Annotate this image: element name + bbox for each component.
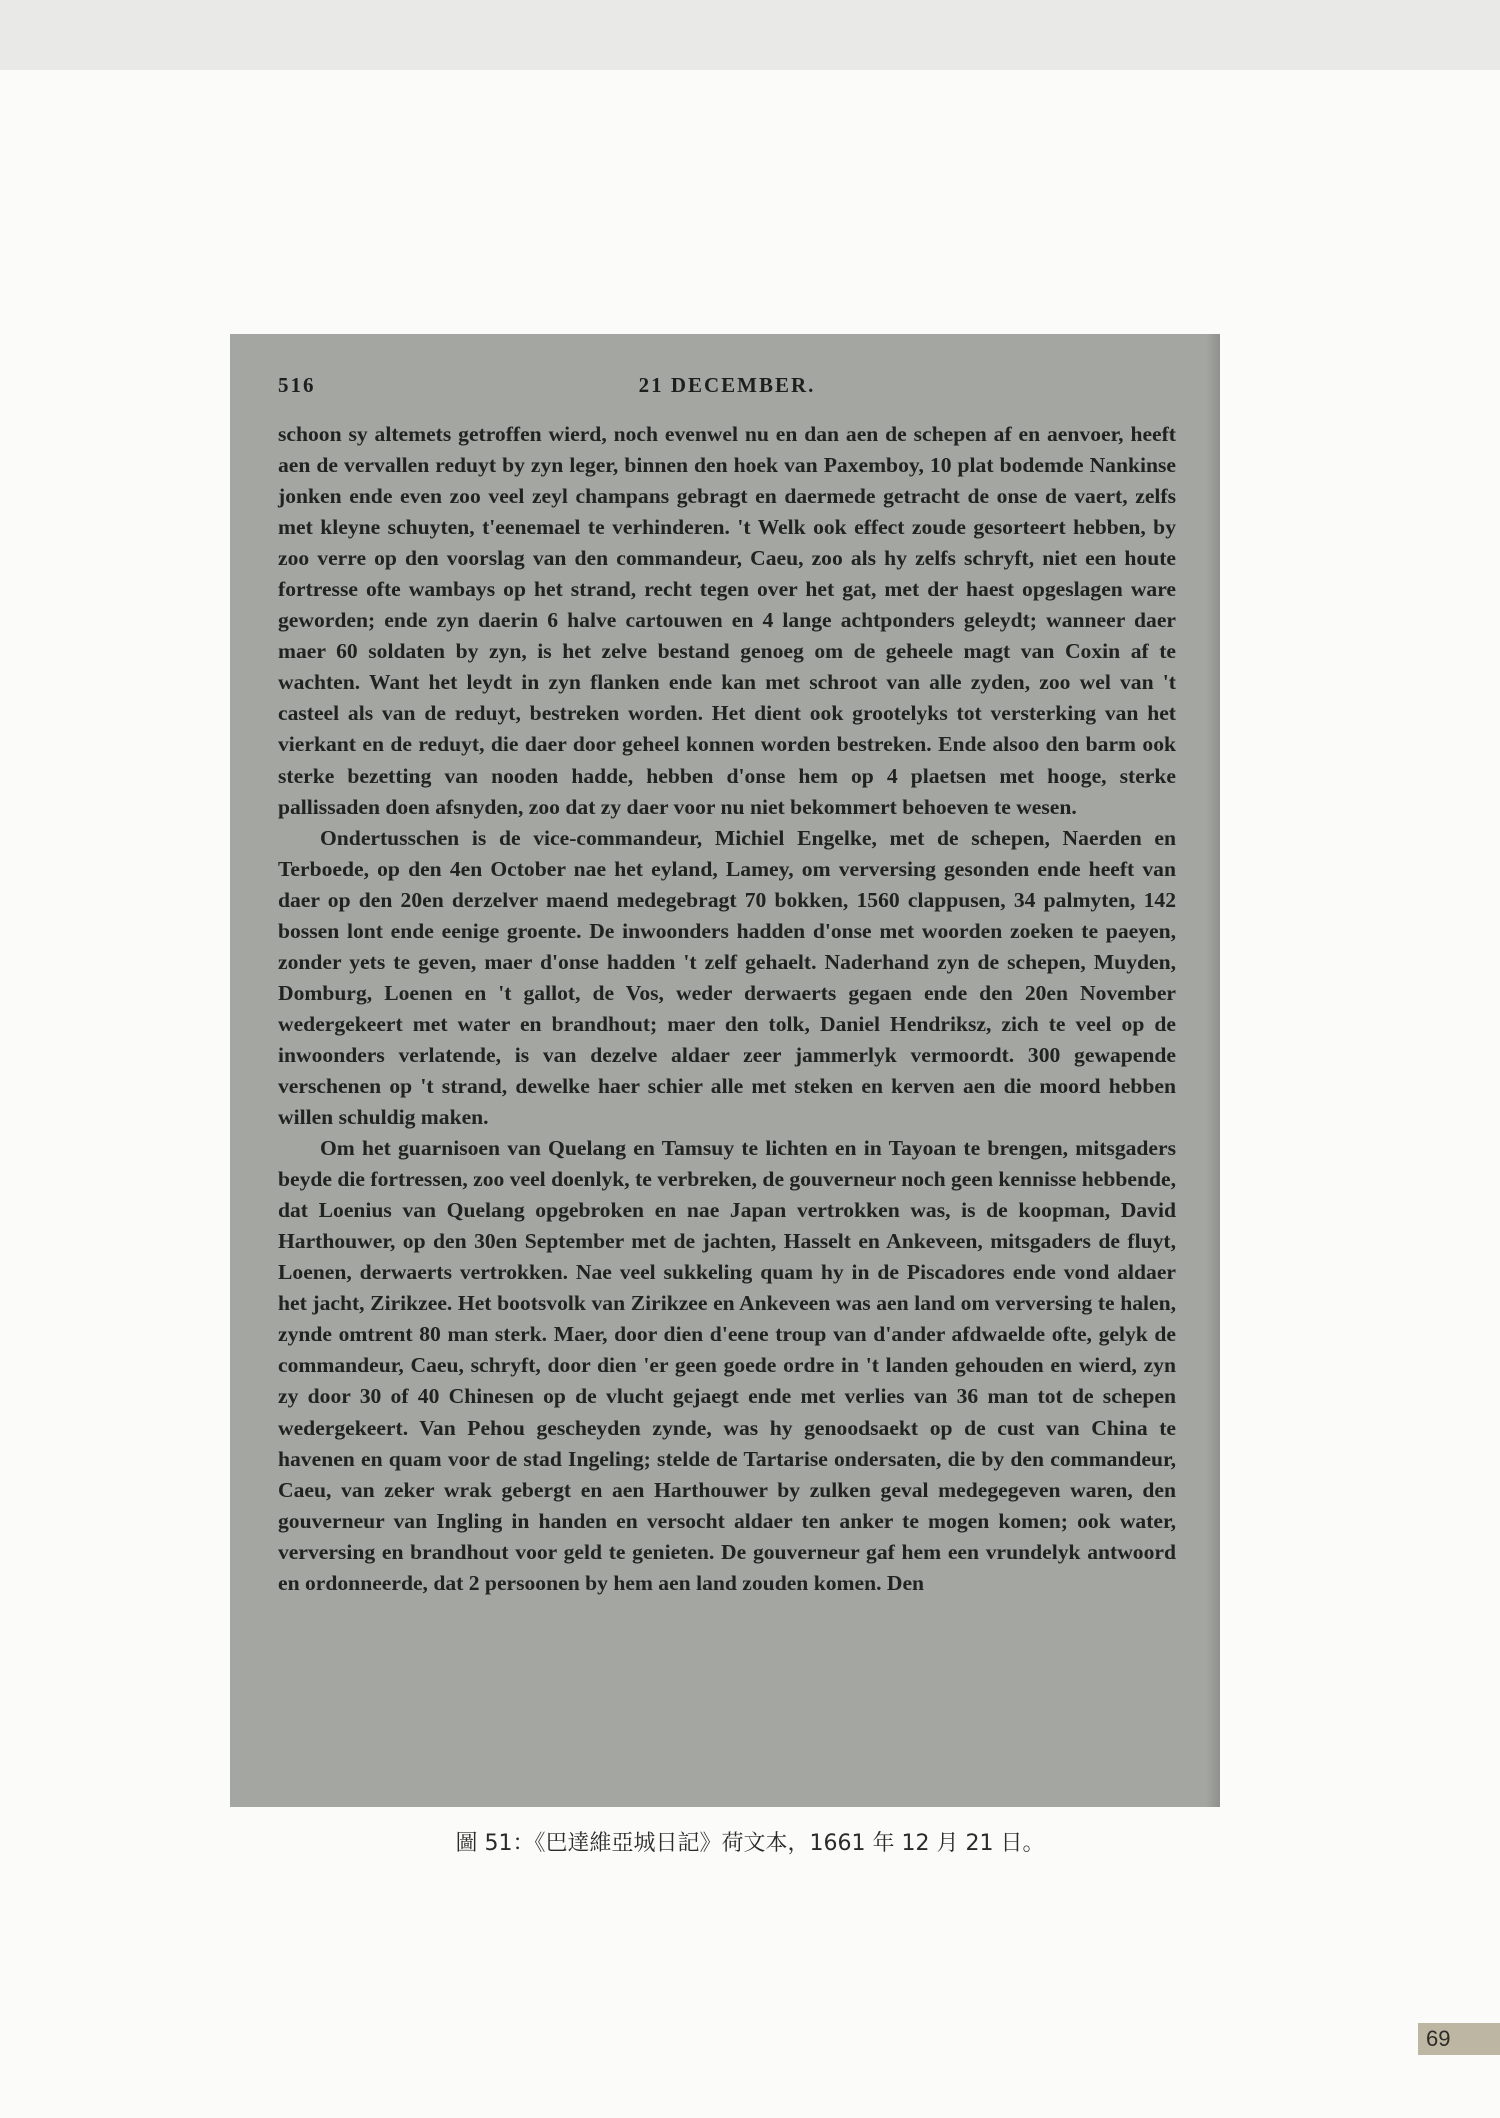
page-header xyxy=(278,367,1176,419)
top-band xyxy=(0,0,1500,70)
paragraph: Ondertusschen is de vice-commandeur, Michiel Engelke, met de schepen, Naerden en Terboede, op den 4en October nae het eyland, Lamey, om verversing gesonden ende heeft van daer op den 20en derzelver maend medegebragt 70 bokken, 1560 clappusen, 34 palmyten, 142 bossen lont ende eenige groente. De inwoonders hadden d'onse met woorden zoeken te paeyen, zonder yets te geven, maer d'onse hadden 't zelf gehaelt. Naderhand zyn de schepen, Muyden, Domburg, Loenen en 't gallot, de Vos, weder derwaerts gegaen ende den 20en November wedergekeert met water en brandhout; maer den tolk, Daniel Hendriksz, zich te veel op de inwoonders verlatende, is van dezelve aldaer zeer jammerlyk vermoordt. 300 gewapende verschenen op 't strand, dewelke haer schier alle met steken en kerven aen die moord hebben willen schuldig maken. xyxy=(278,825,1176,1130)
paragraph: schoon sy altemets getroffen wierd, noch evenwel nu en dan aen de schepen af en aenvoer, heeft aen de vervallen reduyt by zyn leger, binnen den hoek van Paxemboy, 10 plat bodemde Nankinse jonken ende even zoo veel zeyl champans gebragt en daermede getracht de onse de vaert, zelfs met kleyne schuyten, t'eenemael te verhinderen. 't Welk ook effect zoude gesorteert hebben, by zoo verre op den voorslag van den commandeur, Caeu, zoo als hy zelfs schryft, niet een houte fortresse ofte wambays op het strand, recht tegen over het gat, met der haest opgeslagen ware geworden; ende zyn daerin 6 halve cartouwen en 4 lange achtponders geleydt; wanneer daer maer 60 soldaten by zyn, is het zelve bestand genoeg om de geheele magt van Coxin af te wachten. Want het leydt in zyn flanken ende kan met schroot van alle zyden, zoo wel van 't casteel als van de reduyt, bestreken worden. Het dient ook grootelyks tot versterking van het vierkant en de reduyt, die daer door geheel konnen worden bestreken. Ende alsoo den barm ook sterke bezetting van nooden hadde, hebben d'onse hem op 4 plaetsen met hooge, sterke pallissaden doen afsnyden, zoo dat zy daer voor nu niet bekommert behoeven te wesen. xyxy=(278,422,1176,819)
scan-edge-shadow xyxy=(1206,334,1220,1807)
figure-caption: 圖 51：《巴達維亞城日記》荷文本，1661 年 12 月 21 日。 xyxy=(455,1831,1045,1856)
folio-number: 69 xyxy=(1418,2023,1500,2055)
scanned-page-image xyxy=(230,334,1220,1807)
paragraph: Om het guarnisoen van Quelang en Tamsuy te lichten en in Tayoan te brengen, mitsgaders beyde die fortressen, zoo veel doenlyk, te verbreken, de gouverneur noch geen kennisse hebbende, dat Loenius van Quelang opgebroken en nae Japan vertrokken was, is de koopman, David Harthouwer, op den 30en September met de jachten, Hasselt en Ankeveen, mitsgaders de fluyt, Loenen, derwaerts vertrokken. Nae veel sukkeling quam hy in de Piscadores ende vond aldaer het jacht, Zirikzee. Het bootsvolk van Zirikzee en Ankeveen was aen land om verversing te halen, zynde omtrent 80 man sterk. Maer, door dien d'eene troup van d'ander afdwaelde ofte, gelyk de commandeur, Caeu, schryft, door dien 'er geen goede ordre in 't landen gehouden en wierd, zyn zy door 30 of 40 Chinesen op de vlucht gejaegt ende met verlies van 36 man tot de schepen wedergekeert. Van Pehou gescheyden zynde, was hy genoodsaekt op de cust van China te havenen en quam voor de stad Ingeling; stelde de Tartarise ondersaten, die by den commandeur, Caeu, van zeker wrak gebergt en aen Harthouwer by zulken geval medegegeven waren, den gouverneur van Ingling in handen en versocht aldaer ten anker te mogen komen; ook water, verversing en brandhout voor geld te genieten. De gouverneur gaf hem een vrundelyk antwoord en ordonneerde, dat 2 persoonen by hem aen land zouden komen. Den xyxy=(278,1136,1176,1595)
running-head: 21 DECEMBER. xyxy=(638,373,816,397)
scanned-page-content xyxy=(278,367,1176,1599)
page-number: 516 xyxy=(278,373,316,397)
page-text xyxy=(278,419,1176,1599)
